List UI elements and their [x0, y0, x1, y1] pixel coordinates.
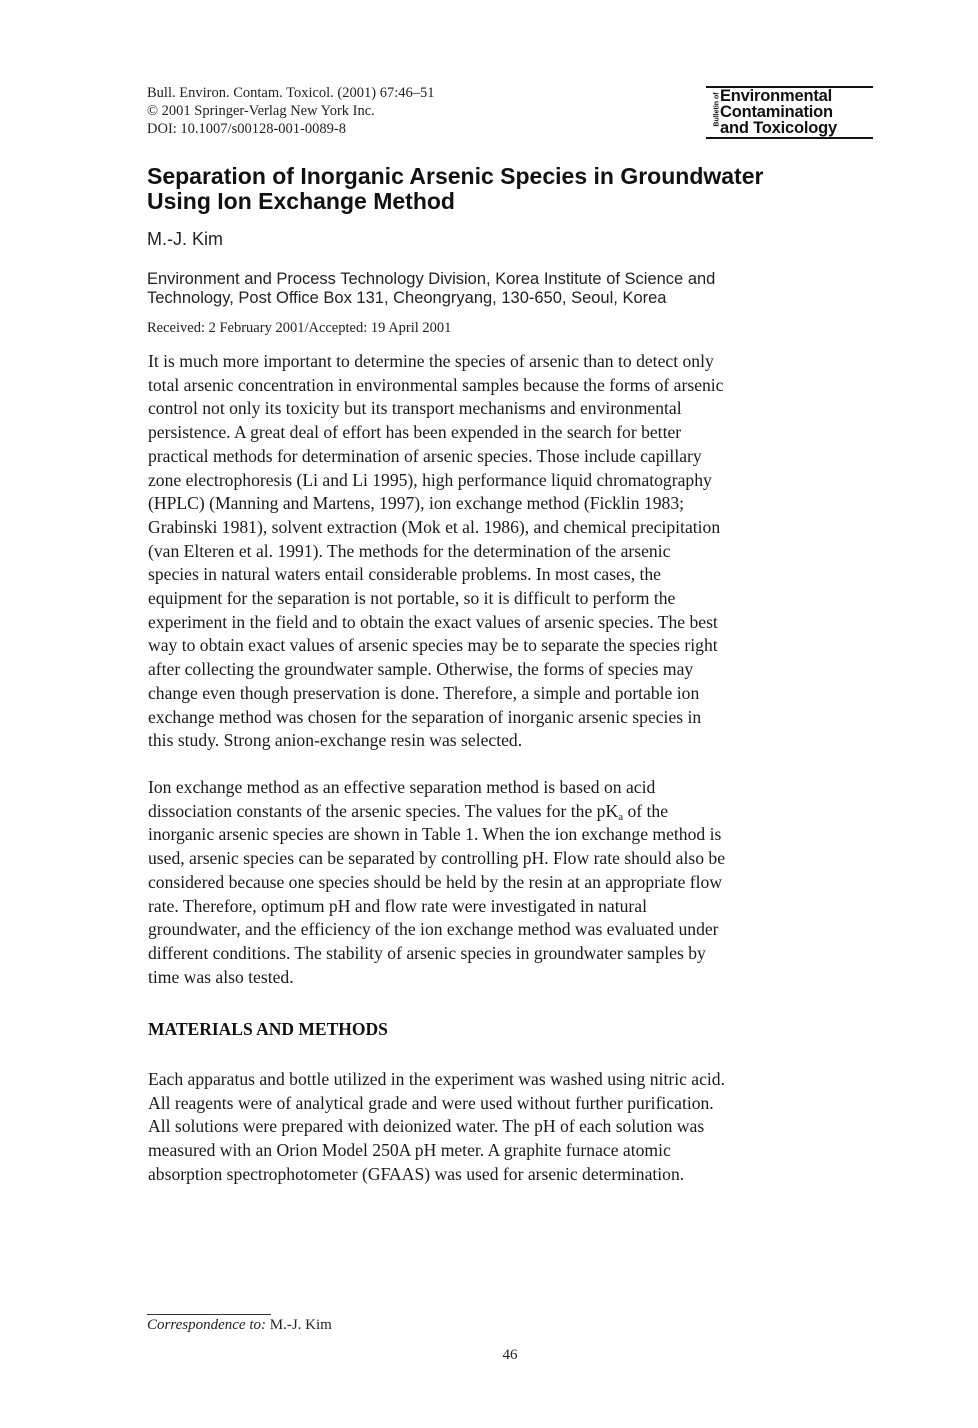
text-line-with-subscript	[148, 800, 843, 824]
text-line: total arsenic concentration in environmental samples because the forms of arsenic	[148, 374, 724, 395]
text-line: used, arsenic species can be separated by controlling pH. Flow rate should also be	[148, 848, 726, 869]
title-line-1: Separation of Inorganic Arsenic Species in Groundwater	[147, 163, 764, 189]
text-line: It is much more important to determine the species of arsenic than to detect only	[148, 351, 714, 371]
intro-paragraph-2	[148, 776, 843, 989]
citation-block	[147, 84, 435, 138]
text-line: measured with an Orion Model 250A pH meter. A graphite furnace atomic	[148, 1140, 671, 1161]
logo-bulletin-label: Bulletin of	[713, 92, 721, 127]
text-line: Ion exchange method as an effective separation method is based on acid	[148, 777, 656, 797]
affiliation-line-2: Technology, Post Office Box 131, Cheongryang, 130-650, Seoul, Korea	[147, 288, 667, 307]
journal-citation: Bull. Environ. Contam. Toxicol. (2001) 67:46–51	[147, 85, 435, 101]
text-line: inorganic arsenic species are shown in Table 1. When the ion exchange method is	[148, 824, 722, 845]
text-line: zone electrophoresis (Li and Li 1995), high performance liquid chromatography	[148, 469, 712, 490]
intro-paragraph-1	[148, 350, 843, 753]
text-line: (van Elteren et al. 1991). The methods for the determination of the arsenic	[148, 540, 671, 561]
methods-paragraph	[148, 1068, 843, 1187]
journal-logo	[706, 86, 873, 139]
text-line: after collecting the groundwater sample. Otherwise, the forms of species may	[148, 659, 694, 680]
text-line: equipment for the separation is not portable, so it is difficult to perform the	[148, 588, 676, 609]
copyright-line: © 2001 Springer-Verlag New York Inc.	[147, 103, 375, 119]
doi-line: DOI: 10.1007/s00128-001-0089-8	[147, 121, 346, 137]
logo-line-3: and Toxicology	[720, 119, 837, 137]
footnote-value: M.-J. Kim	[266, 1317, 332, 1333]
author-name: M.-J. Kim	[147, 229, 223, 249]
pka-subscript: a	[618, 810, 624, 823]
text-line: exchange method was chosen for the separation of inorganic arsenic species in	[148, 706, 702, 727]
text-line: Each apparatus and bottle utilized in the experiment was washed using nitric acid.	[148, 1069, 725, 1089]
text-line: species in natural waters entail considerable problems. In most cases, the	[148, 564, 661, 585]
text-segment: dissociation constants of the arsenic species. The values for the pK	[148, 800, 619, 821]
text-line: experiment in the field and to obtain the exact values of arsenic species. The best	[148, 611, 718, 632]
footnote	[147, 1317, 332, 1334]
affiliation	[147, 270, 867, 307]
article-title	[147, 164, 867, 214]
text-line: (HPLC) (Manning and Martens, 1997), ion exchange method (Ficklin 1983;	[148, 493, 685, 514]
text-line: practical methods for determination of arsenic species. Those include capillary	[148, 445, 702, 466]
text-line: groundwater, and the efficiency of the ion exchange method was evaluated under	[148, 919, 719, 940]
affiliation-line-1: Environment and Process Technology Division, Korea Institute of Science and	[147, 270, 716, 288]
text-segment: of the	[623, 800, 669, 821]
text-line: All solutions were prepared with deionized water. The pH of each solution was	[148, 1116, 705, 1137]
text-line: absorption spectrophotometer (GFAAS) was used for arsenic determination.	[148, 1163, 685, 1184]
text-line: rate. Therefore, optimum pH and flow rate were investigated in natural	[148, 895, 647, 916]
text-line: different conditions. The stability of arsenic species in groundwater samples by	[148, 942, 706, 963]
text-line: this study. Strong anion-exchange resin was selected.	[148, 730, 523, 751]
section-heading: MATERIALS AND METHODS	[148, 1019, 388, 1039]
text-line: Grabinski 1981), solvent extraction (Mok et al. 1986), and chemical precipitation	[148, 516, 721, 537]
text-line: time was also tested.	[148, 966, 294, 987]
logo-bottom-rule	[706, 137, 873, 139]
received-date: Received: 2 February 2001/Accepted: 19 April 2001	[147, 320, 452, 336]
footnote-label: Correspondence to:	[147, 1317, 267, 1333]
logo-line-2: Contamination	[720, 103, 833, 121]
footnote-rule	[147, 1314, 271, 1315]
text-line: change even though preservation is done. Therefore, a simple and portable ion	[148, 682, 700, 703]
text-line: control not only its toxicity but its transport mechanisms and environmental	[148, 398, 682, 419]
text-line: way to obtain exact values of arsenic species may be to separate the species right	[148, 635, 718, 656]
logo-line-1: Environmental	[720, 87, 833, 105]
text-line: persistence. A great deal of effort has been expended in the search for better	[148, 422, 682, 443]
text-line: All reagents were of analytical grade and were used without further purification.	[148, 1092, 714, 1113]
page-number: 46	[502, 1347, 518, 1363]
text-line: considered because one species should be held by the resin at an appropriate flow	[148, 871, 723, 892]
title-line-2: Using Ion Exchange Method	[147, 188, 455, 214]
